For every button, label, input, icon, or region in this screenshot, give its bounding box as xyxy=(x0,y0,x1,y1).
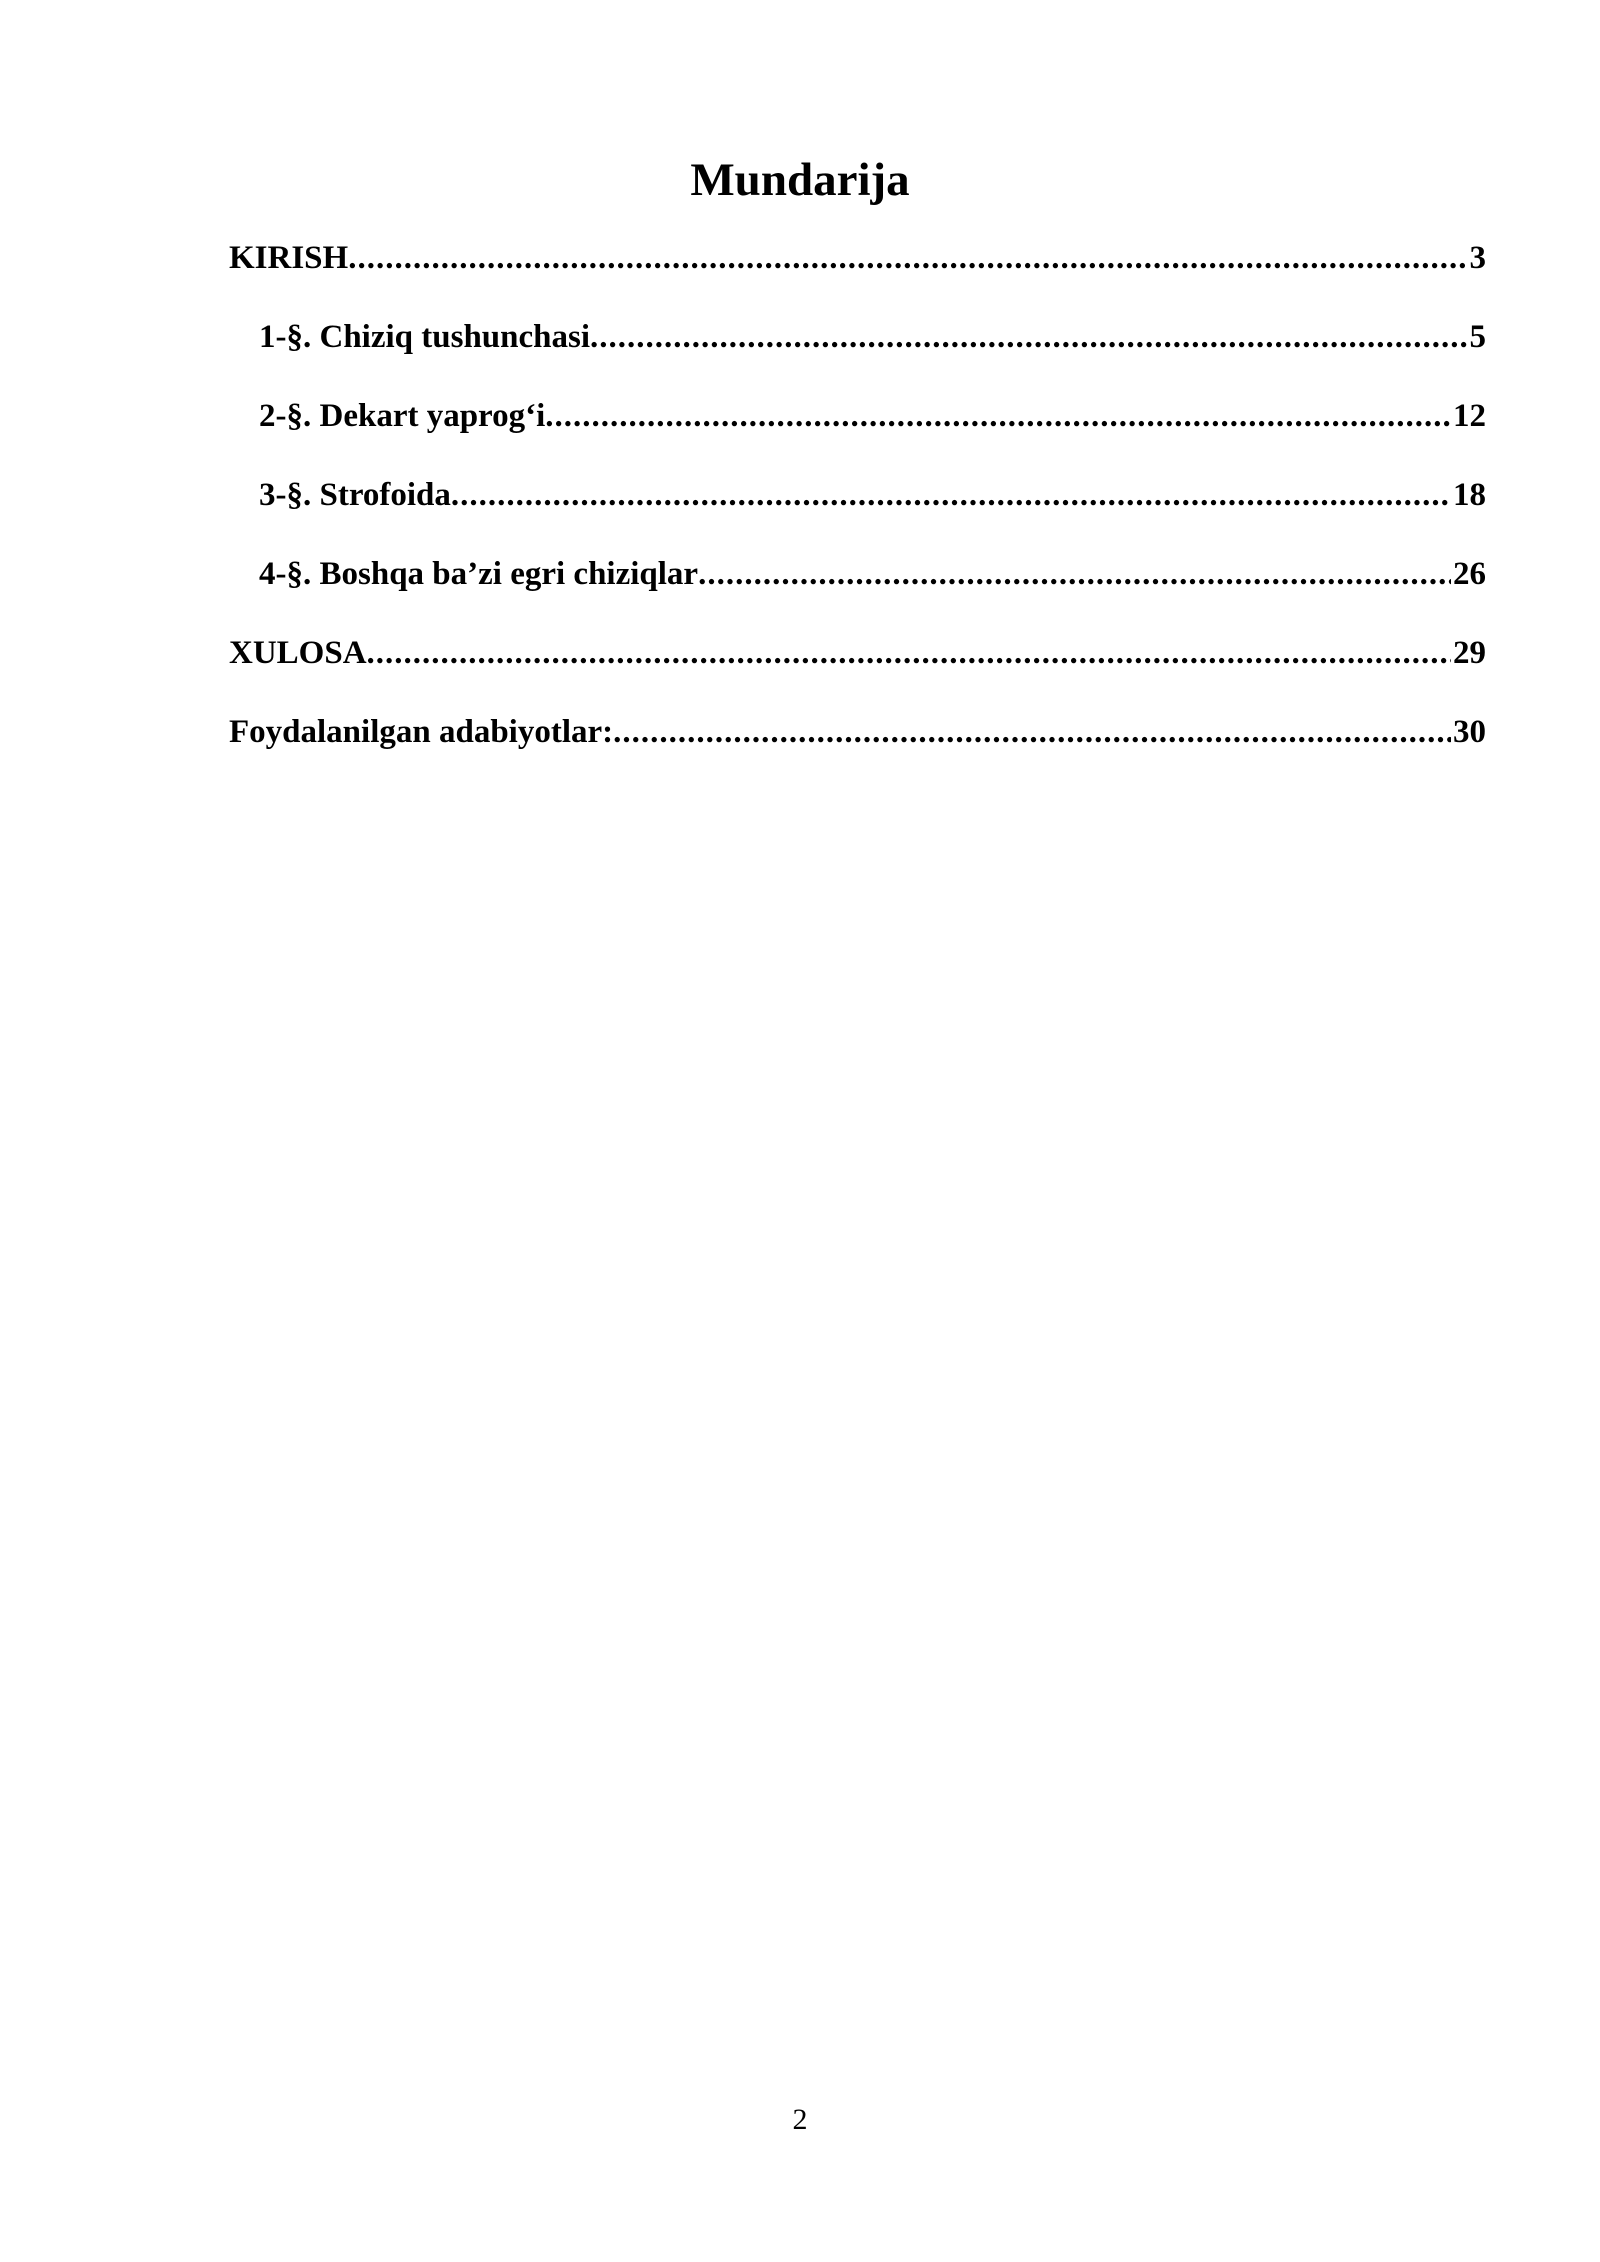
toc-entry-xulosa[interactable] xyxy=(229,627,1486,706)
toc-entry-references[interactable] xyxy=(229,706,1486,785)
table-of-contents xyxy=(229,232,1486,785)
toc-entry-section-4[interactable] xyxy=(229,548,1486,627)
toc-entry-kirish[interactable] xyxy=(229,232,1486,311)
toc-entry-page: 12 xyxy=(1453,398,1486,434)
toc-entry-section-2[interactable] xyxy=(229,390,1486,469)
toc-title: Mundarija xyxy=(690,154,910,206)
toc-entry-label: 1-§. Chiziq tushunchasi xyxy=(259,319,591,355)
dot-leader xyxy=(613,706,1451,758)
dot-leader xyxy=(348,232,1467,284)
dot-leader xyxy=(367,627,1451,679)
toc-entry-label: 3-§. Strofoida xyxy=(259,477,451,513)
toc-entry-page: 26 xyxy=(1453,556,1486,592)
toc-entry-page: 30 xyxy=(1453,714,1486,750)
toc-entry-section-3[interactable] xyxy=(229,469,1486,548)
dot-leader xyxy=(590,311,1467,363)
toc-entry-page: 18 xyxy=(1453,477,1486,513)
toc-entry-label: KIRISH xyxy=(229,240,349,276)
toc-entry-label: 2-§. Dekart yaprog‘i xyxy=(259,398,546,434)
toc-entry-label: 4-§. Boshqa ba’zi egri chiziqlar xyxy=(259,556,699,592)
page-number: 2 xyxy=(792,2103,808,2136)
toc-entry-label: Foydalanilgan adabiyotlar: xyxy=(229,714,614,750)
dot-leader xyxy=(451,469,1451,521)
dot-leader xyxy=(698,548,1451,600)
toc-entry-section-1[interactable] xyxy=(229,311,1486,390)
toc-entry-page: 5 xyxy=(1469,319,1486,355)
toc-entry-page: 29 xyxy=(1453,635,1486,671)
toc-entry-label: XULOSA xyxy=(229,635,367,671)
toc-entry-page: 3 xyxy=(1469,240,1486,276)
dot-leader xyxy=(545,390,1451,442)
